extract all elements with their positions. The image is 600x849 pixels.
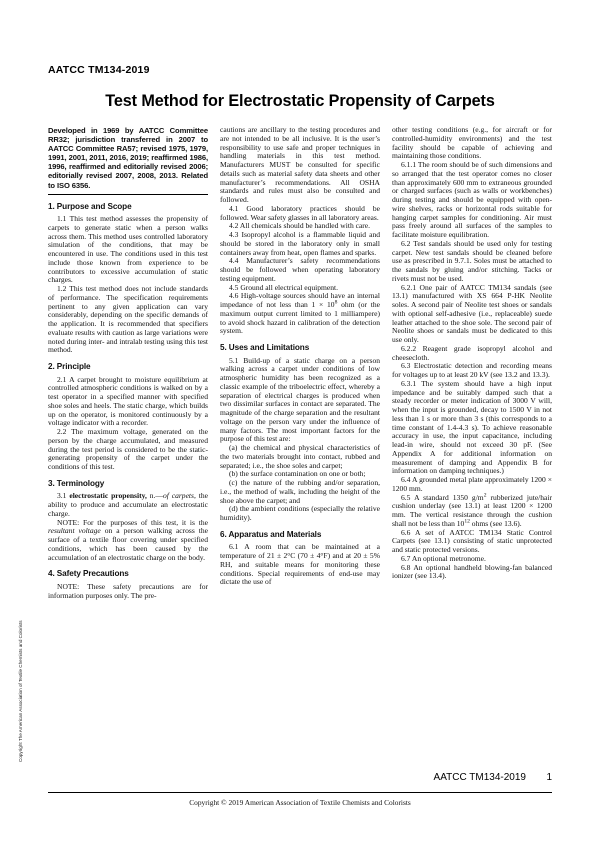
term-partofspeech: n.— bbox=[146, 491, 163, 501]
section-heading-purpose-and-scope: 1. Purpose and Scope bbox=[48, 201, 132, 211]
header-document-id: AATCC TM134-2019 bbox=[48, 64, 150, 76]
term-qualifier: of carpets bbox=[162, 491, 194, 501]
column-1 bbox=[48, 126, 208, 786]
list-item-c: (c) the nature of the rubbing and/or separation, i.e., the method of walk, including the height of the shoe above the carpet; and bbox=[220, 478, 380, 505]
paragraph-6-2-2: 6.2.2 Reagent grade isopropyl alcohol and cheesecloth. bbox=[392, 343, 552, 362]
list-item-d: (d) the ambient conditions (especially the relative humidity). bbox=[220, 504, 380, 522]
term-number: 3.1 bbox=[57, 491, 70, 501]
paragraph-1-2: 1.2 This test method does not include standards of performance. The specification requirements pertinent to any given application can vary considerably, depending on the specific demands of the application. It is recommended that specifiers evaluate results with caution as large variations were noted during inter- and intralab testing using this test method. bbox=[48, 284, 208, 355]
list-item-a: (a) the chemical and physical characteristics of the two materials brought into contact, rubbed and separated; i.e., the shoe soles and carpet; bbox=[220, 443, 380, 470]
paragraph-6-5-text-b: rubberized jute/hair cushion underlay (see 13.1) at least 1200 × 1200 mm. The vertical resistance through the cushion shall not be less than 10 bbox=[392, 492, 553, 528]
column-3 bbox=[392, 126, 552, 786]
term-name: electrostatic propensity, bbox=[69, 491, 147, 501]
paragraph-1-1: 1.1 This test method assesses the propensity of carpets to generate static when a person walks across them. This method uses controlled laboratory simulation of the conditions, that may be encountered in use. The conditions used in this test include those known from experience to be contributors to excessive accumulation of static charges. bbox=[48, 214, 208, 285]
section-heading-terminology: 3. Terminology bbox=[48, 478, 105, 488]
paragraph-4-5: 4.5 Ground all electrical equipment. bbox=[229, 282, 338, 292]
paragraph-5-1: 5.1 Build-up of a static charge on a person walking across a carpet under conditions of low atmospheric humidity has been recognized as a classic example of the triboelectric effect, whereby a separation of electrical charges is produced when two dissimilar surfaces in contact are separated. The magnitude of the charge separation and the resultant voltage on the person vary under the influence of many factors. The most important factors for the purpose of this test are: bbox=[220, 355, 380, 444]
exponent-2: 2 bbox=[483, 491, 487, 498]
section-heading-safety-precautions: 4. Safety Precautions bbox=[48, 569, 129, 579]
paragraph-6-8: 6.8 An optional handheld blowing-fan balanced ionizer (see 13.4). bbox=[392, 562, 552, 581]
paragraph-4-1: 4.1 Good laboratory practices should be followed. Wear safety glasses in all laboratory areas. bbox=[220, 203, 380, 222]
list-item-b: (b) the surface contamination on one or both; bbox=[229, 469, 366, 479]
paragraph-3-1-note bbox=[48, 519, 208, 563]
footer-divider bbox=[48, 792, 552, 793]
paragraph-4-4: 4.4 Manufacturer’s safety recommendations should be followed when operating laboratory testing equipment. bbox=[220, 256, 380, 283]
paragraph-6-3-1: 6.3.1 The system should have a high input impedance and be suitably damped such that a steady recorder or meter indication of 3000 V will, when the input is grounded, decay to 1500 V in not less than 1 s or more than 3 s (this corresponds to a time constant of 1.4-4.3 s). To achieve reasonable accuracy in use, the input capacitance, including lead-in wire, should not exceed 30 pF. (See Appendix A for additional information on measurement of damping and Appendix B for information on damping techniques.) bbox=[392, 378, 552, 476]
exponent-12: 12 bbox=[464, 518, 470, 525]
paragraph-4-2: 4.2 All chemicals should be handled with care. bbox=[229, 221, 371, 231]
paragraph-2-1: 2.1 A carpet brought to moisture equilibrium at controlled atmospheric conditions is walked on by a test operator in a specified manner with specified shoe soles and heels. The static charge, which builds up on the operator, is monitored continuously by a voltage indicator with a recorder. bbox=[48, 374, 208, 428]
copyright-sidebar-text: Copyright The American Association of Textile Chemists and Colorists bbox=[18, 620, 23, 762]
paragraph-6-2-1: 6.2.1 One pair of AATCC TM134 sandals (see 13.1) manufactured with XS 664 P-HK Neolite soles. A second pair of Neolite test shoes or sandals with optional self-adhesive (i.e., replaceable) suede leather attached to the shoe sole. The second pair of Neolite shoes or sandals must be dedicated to this use only. bbox=[392, 282, 552, 344]
note-emphasis: resultant voltage bbox=[48, 526, 101, 536]
paragraph-6-7: 6.7 An optional metronome. bbox=[401, 553, 486, 563]
paragraph-6-5-text-c: ohms (see 13.6). bbox=[469, 518, 522, 528]
paragraph-4-3: 4.3 Isopropyl alcohol is a flammable liquid and should be stored in the laboratory only in small containers away from heat, open flames and sparks. bbox=[220, 230, 380, 257]
article-columns bbox=[48, 126, 554, 786]
section-heading-principle: 2. Principle bbox=[48, 362, 91, 372]
paragraph-6-5 bbox=[392, 491, 553, 529]
note-text-a: NOTE: For the purposes of this test, it is the bbox=[57, 517, 208, 527]
paragraph-6-1: 6.1 A room that can be maintained at a temperature of 21 ± 2°C (70 ± 4°F) and at 20 ± 5% RH, and suitable means for monitoring these conditions. Special requirements of end-use may dictate the use of bbox=[220, 542, 380, 587]
note-text-b: on a person walking across the surface of a textile floor covering under specified conditions, which has been caused by the accumulation of an electrostatic charge on the body. bbox=[48, 526, 209, 562]
paragraph-4-6-text-a: 4.6 High-voltage sources should have an internal impedance of not less than 1 × 10 bbox=[220, 291, 380, 309]
paragraph-4-note: NOTE: These safety precautions are for information purposes only. The pre- bbox=[48, 581, 208, 600]
paragraph-6-4: 6.4 A grounded metal plate approximately 1200 × 1200 mm. bbox=[392, 475, 552, 493]
section-heading-uses-and-limitations: 5. Uses and Limitations bbox=[220, 343, 310, 352]
footer-document-id: AATCC TM134-2019 bbox=[433, 772, 526, 783]
paragraph-6-6: 6.6 A set of AATCC TM134 Static Control Carpets (see 13.1) consisting of static unprotected and static protected versions. bbox=[392, 527, 552, 554]
paragraph-4-6 bbox=[220, 292, 380, 336]
copyright-notice: Copyright © 2019 American Association of Textile Chemists and Colorists bbox=[189, 798, 411, 807]
paragraph-6-1-1: 6.1.1 The room should be of such dimensions and so arranged that the test operator comes no closer than approximately 600 mm to extraneous grounded or charged surfaces (such as walls or workbenches) during testing and should be equipped with open-wire shelves, racks or horizontal rods suitable for hanging carpet samples for conditioning. Air must pass freely around all surfaces of the samples to facilitate moisture equilibration. bbox=[392, 160, 552, 239]
paragraph-6-3: 6.3 Electrostatic detection and recording means for voltages up to at least 20 kV (see 13.2 and 13.3). bbox=[392, 361, 552, 379]
footer-page-number: 1 bbox=[546, 772, 552, 783]
paragraph-4-6-text-b: ohm (or the maximum output current limited to 1 milliampere) to avoid shock hazard in calibration of the detection system. bbox=[220, 300, 380, 336]
paragraph-4-note-continued: cautions are ancillary to the testing procedures and are not intended to be all inclusive. It is the user’s responsibility to use safe and proper techniques in handling materials in this test method. Manufacturers MUST be consulted for specific details such as material safety data sheets and other manufacturer’s recommendations. All OSHA standards and rules must also be consulted and followed. bbox=[220, 125, 380, 204]
paragraph-6-1-continued: other testing conditions (e.g., for aircraft or for controlled-humidity environments) and the test facility should be capable of achieving and maintaining those conditions. bbox=[392, 125, 552, 161]
paragraph-3-1 bbox=[48, 492, 208, 518]
term-definition: , the ability to produce and accumulate an electrostatic charge. bbox=[48, 491, 208, 518]
paragraph-6-2: 6.2 Test sandals should be used only for testing carpet. New test sandals should be cleaned before use as prescribed in 9.7.1. Soles must be attached to the sandals by gluing and/or stitching. Tacks or rivets must not be used. bbox=[392, 238, 552, 283]
development-history-block: Developed in 1969 by AATCC Committee RR32; jurisdiction transferred in 2007 to AATCC Committee RA57; revised 1975, 1979, 1991, 2001, 2011, 2016, 2019; reaffirmed 1986, 1996, reaffirmed and editorially revised 2006; editorially revised 2007, 2008, 2013. Related to ISO 6356. bbox=[48, 126, 208, 195]
section-heading-apparatus-and-materials: 6. Apparatus and Materials bbox=[220, 529, 322, 539]
column-2 bbox=[220, 126, 380, 786]
paragraph-6-5-text-a: 6.5 A standard 1350 g/m bbox=[401, 492, 484, 502]
page-title: Test Method for Electrostatic Propensity of Carpets bbox=[105, 92, 495, 110]
exponent-8: 8 bbox=[334, 299, 338, 306]
paragraph-2-2: 2.2 The maximum voltage, generated on the person by the charge accumulated, and measured during the test period is considered to be the static-generating propensity of the carpet under the conditions of this test. bbox=[48, 427, 208, 472]
